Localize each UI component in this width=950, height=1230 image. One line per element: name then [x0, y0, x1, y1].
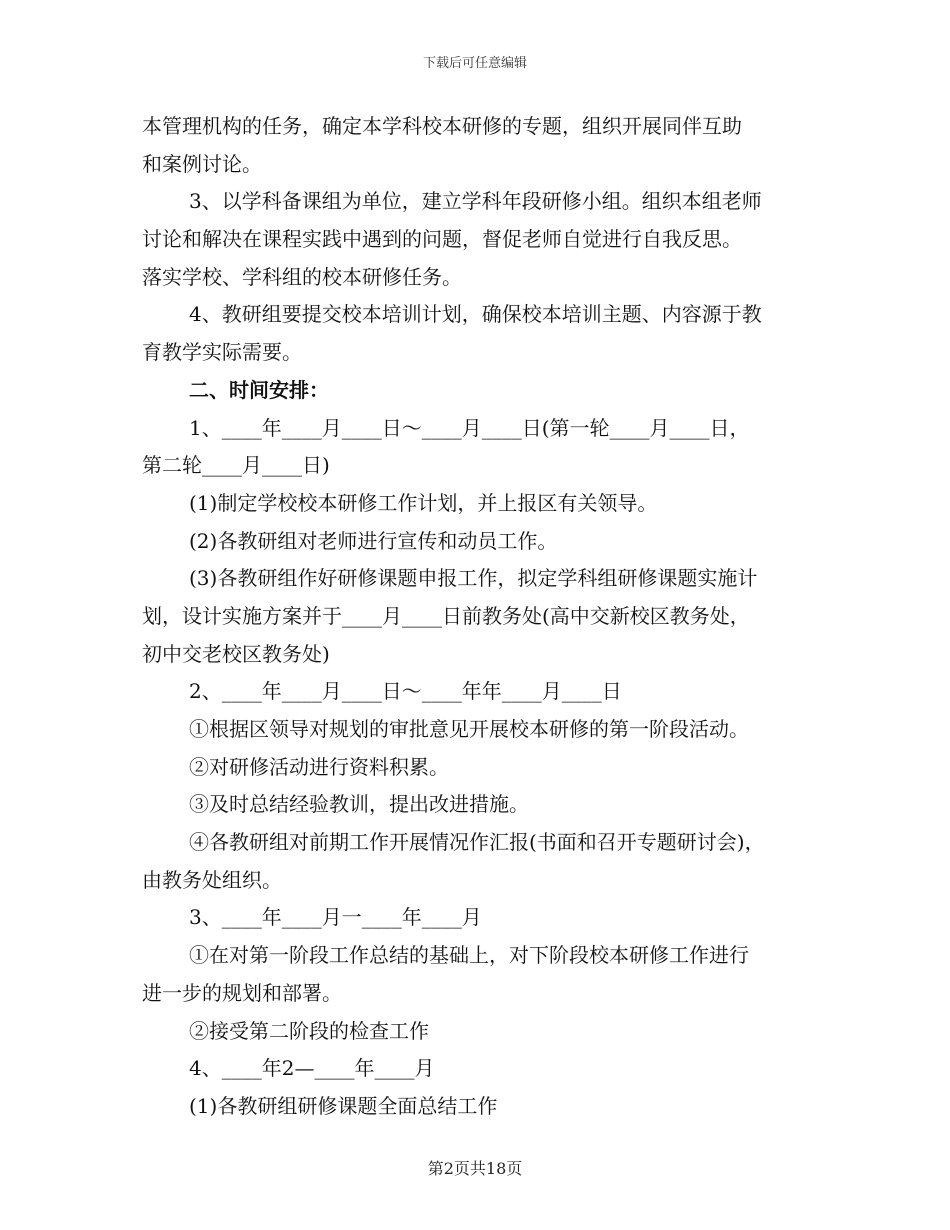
list-item: ①根据区领导对规划的审批意见开展校本研修的第一阶段活动。 [189, 717, 749, 741]
section-heading: 二、时间安排： [189, 377, 329, 402]
paragraph-line: 第二轮____月____日) [142, 453, 330, 478]
paragraph-line: 进一步的规划和部署。 [142, 980, 342, 1005]
paragraph-line: 本管理机构的任务，确定本学科校本研修的专题，组织开展同伴互助 [142, 114, 742, 138]
paragraph-line: 4、教研组要提交校本培训计划，确保校本培训主题、内容源于教 [189, 302, 762, 327]
paragraph-line: 落实学校、学科组的校本研修任务。 [142, 264, 462, 289]
list-item: (3)各教研组作好研修课题申报工作，拟定学科组研修课题实施计 [189, 566, 758, 591]
paragraph-line: 3、以学科备课组为单位，建立学科年段研修小组。组织本组老师 [189, 189, 762, 214]
list-item: (2)各教研组对老师进行宣传和动员工作。 [189, 528, 558, 553]
list-item: ①在对第一阶段工作总结的基础上，对下阶段校本研修工作进行 [189, 943, 749, 968]
paragraph-line: 讨论和解决在课程实践中遇到的问题，督促老师自觉进行自我反思。 [142, 227, 742, 252]
document-body [142, 108, 822, 1126]
list-item: (1)各教研组研修课题全面总结工作 [189, 1093, 498, 1118]
paragraph-line: 划，设计实施方案并于____月____日前教务处(高中交新校区教务处， [142, 603, 750, 628]
paragraph-line: 初中交老校区教务处) [142, 641, 330, 666]
paragraph-line: 育教学实际需要。 [142, 340, 302, 365]
page-number: 第2页共18页 [427, 1159, 523, 1178]
paragraph-line: 3、____年____月一____年____月 [189, 905, 482, 930]
paragraph-line: 由教务处组织。 [142, 867, 282, 892]
page-header-note: 下载后可任意编辑 [422, 56, 527, 71]
paragraph-line: 4、____年2—____年____月 [189, 1056, 435, 1081]
list-item: (1)制定学校校本研修工作计划，并上报区有关领导。 [189, 490, 658, 515]
list-item: ②接受第二阶段的检查工作 [189, 1018, 429, 1043]
paragraph-line: 1、____年____月____日～____月____日(第一轮____月____日， [189, 415, 750, 440]
paragraph-line: 和案例讨论。 [142, 151, 262, 176]
list-item: ③及时总结经验教训，提出改进措施。 [189, 792, 529, 817]
list-item: ④各教研组对前期工作开展情况作汇报(书面和召开专题研讨会)， [189, 830, 765, 855]
paragraph-line: 2、____年____月____日～____年年____月____日 [189, 679, 622, 704]
list-item: ②对研修活动进行资料积累。 [189, 754, 449, 779]
